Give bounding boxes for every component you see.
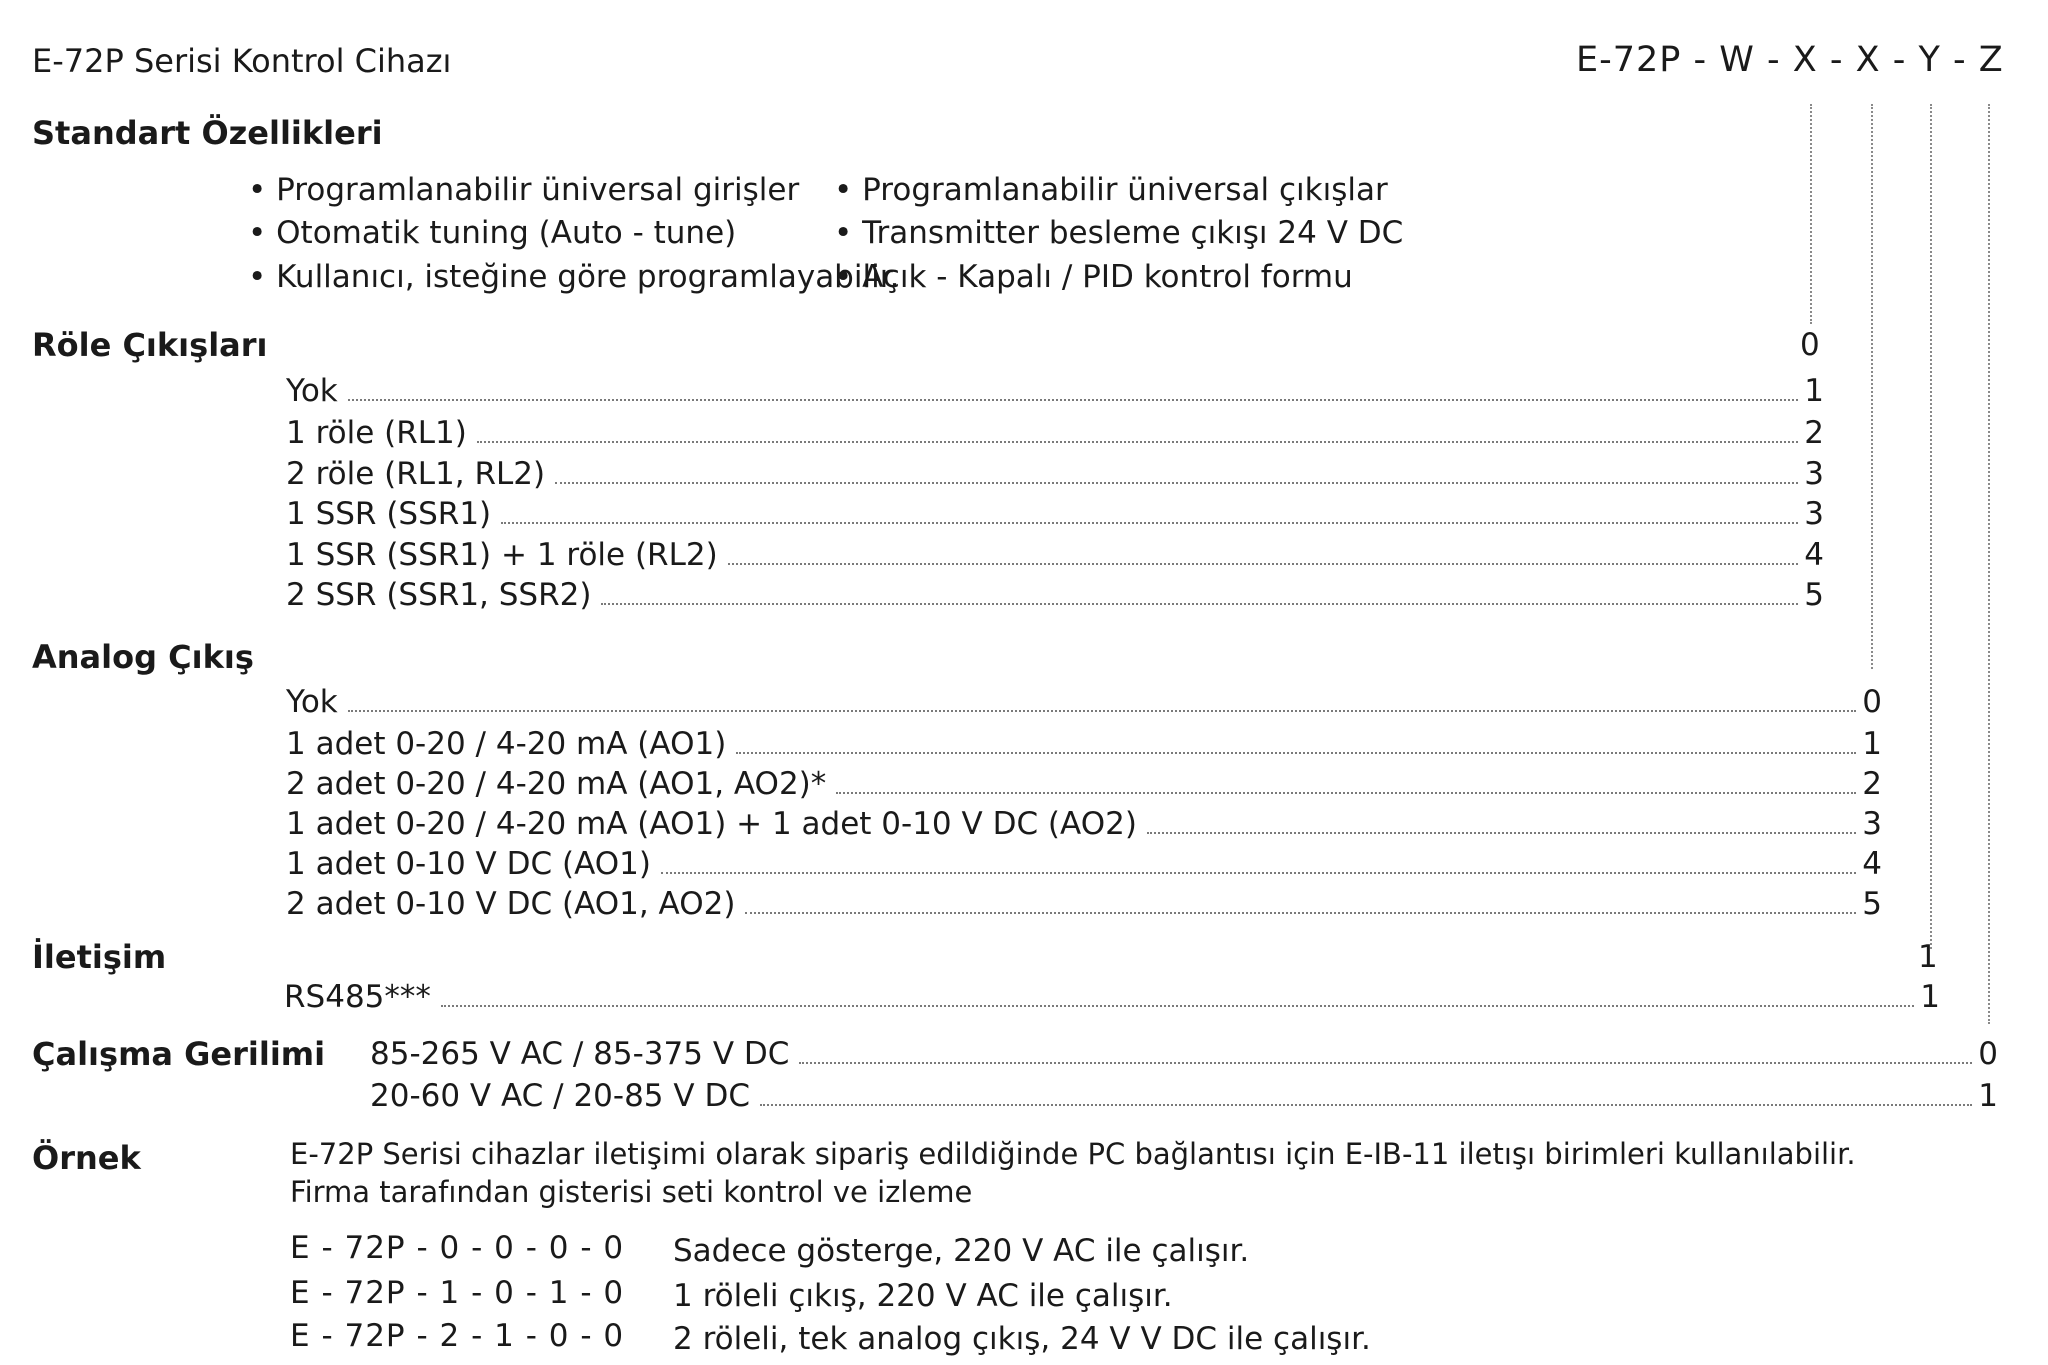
example-description: 2 röleli, tek analog çıkış, 24 V V DC ile çalışır. bbox=[673, 1321, 1371, 1357]
guide-line-x2 bbox=[1930, 104, 1932, 949]
analog-option-code: 5 bbox=[1862, 886, 1882, 922]
example-note-line-1: E-72P Serisi cihazlar iletişimi olarak sipariş edildiğinde PC bağlantısı için E-IB-11 iletışı birimleri kullanılabilir. bbox=[290, 1137, 1856, 1171]
section-analog-heading: Analog Çıkış bbox=[32, 638, 254, 676]
leader-dots bbox=[799, 1062, 1972, 1064]
relay-option-row bbox=[286, 577, 1824, 613]
relay-option-row bbox=[286, 415, 1824, 451]
relay-option-row bbox=[286, 537, 1824, 573]
analog-option-code: 1 bbox=[1862, 726, 1882, 762]
leader-dots bbox=[745, 912, 1856, 914]
analog-option-code: 4 bbox=[1862, 846, 1882, 882]
section-standard-heading: Standart Özellikleri bbox=[32, 114, 383, 152]
leader-dots bbox=[760, 1104, 1972, 1106]
relay-option-code: 2 bbox=[1804, 415, 1824, 451]
leader-dots bbox=[661, 872, 1856, 874]
comm-heading-code: 1 bbox=[1918, 939, 1938, 975]
analog-option-label: Yok bbox=[286, 684, 338, 720]
comm-option-code: 1 bbox=[1920, 979, 1940, 1015]
relay-option-label: 1 SSR (SSR1) bbox=[286, 496, 492, 532]
document-title: E-72P Serisi Kontrol Cihazı bbox=[32, 42, 452, 80]
relay-option-label: 2 SSR (SSR1, SSR2) bbox=[286, 577, 592, 613]
analog-option-row bbox=[286, 806, 1882, 842]
analog-option-label: 1 adet 0-10 V DC (AO1) bbox=[286, 846, 651, 882]
analog-option-label: 2 adet 0-20 / 4-20 mA (AO1, AO2)* bbox=[286, 766, 827, 802]
guide-line-x1 bbox=[1871, 104, 1873, 669]
example-code: E - 72P - 1 - 0 - 1 - 0 bbox=[290, 1275, 625, 1311]
analog-option-code: 0 bbox=[1862, 684, 1882, 720]
analog-option-label: 2 adet 0-10 V DC (AO1, AO2) bbox=[286, 886, 736, 922]
analog-option-row bbox=[286, 726, 1882, 762]
analog-option-row bbox=[286, 766, 1882, 802]
feature-right-1: • Programlanabilir üniversal çıkışlar bbox=[834, 172, 1388, 208]
relay-option-code: 3 bbox=[1804, 456, 1824, 492]
relay-option-code: 1 bbox=[1804, 373, 1824, 409]
example-note-line-2: Firma tarafından gisterisi seti kontrol ve izleme bbox=[290, 1175, 973, 1209]
leader-dots bbox=[1147, 832, 1856, 834]
example-description: Sadece gösterge, 220 V AC ile çalışır. bbox=[673, 1233, 1250, 1269]
section-relay-heading: Röle Çıkışları bbox=[32, 326, 268, 364]
section-comm-heading: İletişim bbox=[32, 938, 167, 976]
relay-option-code: 3 bbox=[1804, 496, 1824, 532]
voltage-option-label: 85-265 V AC / 85-375 V DC bbox=[370, 1036, 790, 1072]
section-example-heading: Örnek bbox=[32, 1139, 141, 1177]
analog-option-row bbox=[286, 886, 1882, 922]
voltage-option-code: 1 bbox=[1978, 1078, 1998, 1114]
relay-option-row bbox=[286, 373, 1824, 409]
leader-dots bbox=[836, 792, 1856, 794]
voltage-option-row bbox=[370, 1036, 1998, 1072]
analog-option-row bbox=[286, 846, 1882, 882]
feature-left-2: • Otomatik tuning (Auto - tune) bbox=[248, 215, 737, 251]
analog-option-code: 2 bbox=[1862, 766, 1882, 802]
guide-line-y bbox=[1988, 104, 1990, 1024]
relay-option-code: 4 bbox=[1804, 537, 1824, 573]
leader-dots bbox=[736, 752, 1856, 754]
leader-dots bbox=[501, 522, 1798, 524]
feature-left-3: • Kullanıcı, isteğine göre programlayabilir. bbox=[248, 259, 900, 295]
feature-right-3: • Açık - Kapalı / PID kontrol formu bbox=[834, 259, 1353, 295]
relay-option-label: 1 SSR (SSR1) + 1 röle (RL2) bbox=[286, 537, 718, 573]
guide-line-w bbox=[1810, 104, 1812, 324]
leader-dots bbox=[728, 563, 1799, 565]
example-description: 1 röleli çıkış, 220 V AC ile çalışır. bbox=[673, 1278, 1173, 1314]
relay-option-label: Yok bbox=[286, 373, 338, 409]
relay-option-row bbox=[286, 496, 1824, 532]
analog-option-label: 1 adet 0-20 / 4-20 mA (AO1) bbox=[286, 726, 727, 762]
voltage-option-label: 20-60 V AC / 20-85 V DC bbox=[370, 1078, 750, 1114]
relay-option-label: 2 röle (RL1, RL2) bbox=[286, 456, 546, 492]
section-voltage-heading: Çalışma Gerilimi bbox=[32, 1035, 326, 1073]
feature-right-2: • Transmitter besleme çıkışı 24 V DC bbox=[834, 215, 1404, 251]
example-code: E - 72P - 2 - 1 - 0 - 0 bbox=[290, 1318, 625, 1354]
relay-option-row bbox=[286, 456, 1824, 492]
leader-dots bbox=[601, 603, 1798, 605]
analog-option-row bbox=[286, 684, 1882, 720]
example-code: E - 72P - 0 - 0 - 0 - 0 bbox=[290, 1230, 625, 1266]
voltage-option-row bbox=[370, 1078, 1998, 1114]
comm-option-label: RS485*** bbox=[284, 979, 431, 1015]
leader-dots bbox=[348, 399, 1799, 401]
leader-dots bbox=[555, 482, 1798, 484]
feature-left-1: • Programlanabilir üniversal girişler bbox=[248, 172, 800, 208]
leader-dots bbox=[441, 1005, 1914, 1007]
leader-dots bbox=[477, 441, 1798, 443]
analog-option-code: 3 bbox=[1862, 806, 1882, 842]
analog-option-label: 1 adet 0-20 / 4-20 mA (AO1) + 1 adet 0-10 V DC (AO2) bbox=[286, 806, 1137, 842]
relay-option-label: 1 röle (RL1) bbox=[286, 415, 467, 451]
model-code: E-72P - W - X - X - Y - Z bbox=[1576, 40, 2004, 80]
voltage-option-code: 0 bbox=[1978, 1036, 1998, 1072]
relay-heading-code: 0 bbox=[1800, 327, 1820, 363]
leader-dots bbox=[348, 710, 1857, 712]
comm-option-row bbox=[284, 979, 1940, 1015]
relay-option-code: 5 bbox=[1804, 577, 1824, 613]
